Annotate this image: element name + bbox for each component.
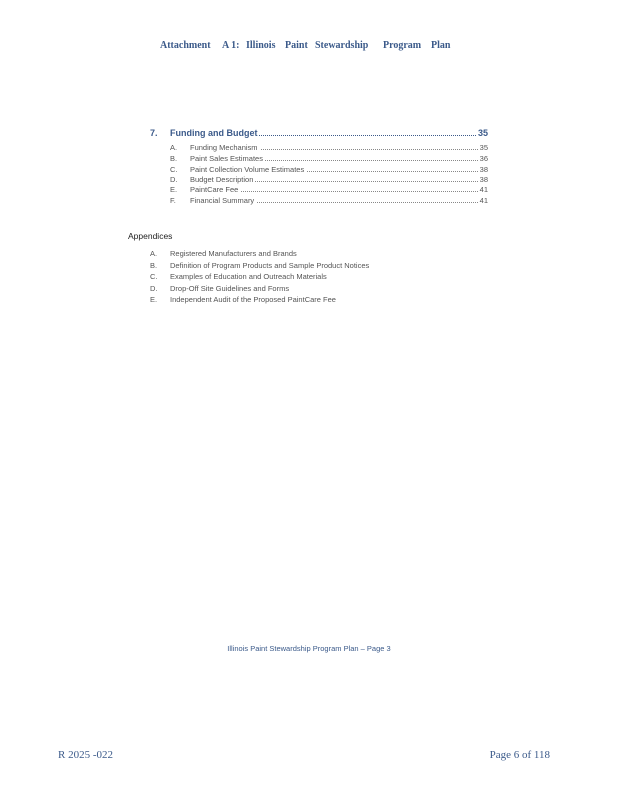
appendix-title: Drop-Off Site Guidelines and Forms xyxy=(170,284,290,293)
header-word-program: Program xyxy=(383,40,422,51)
toc-item-page: 38 xyxy=(479,175,488,184)
header-word-plan: Plan xyxy=(431,40,451,51)
toc-item-title: PaintCare Fee xyxy=(190,185,239,194)
toc-item xyxy=(170,154,488,164)
inner-page-footer: Illinois Paint Stewardship Program Plan – Page 3 xyxy=(227,644,391,653)
appendix-title: Independent Audit of the Proposed PaintCare Fee xyxy=(170,295,336,304)
header-word-stewardship: Stewardship xyxy=(315,40,369,51)
header-word-illinois: Illinois xyxy=(246,40,276,51)
toc-item-letter: B. xyxy=(170,154,178,163)
appendix-letter: D. xyxy=(150,284,158,293)
toc-item xyxy=(170,196,488,206)
header-word-attachment: Attachment xyxy=(160,40,211,51)
toc-item-page: 38 xyxy=(479,165,488,174)
toc-item-letter: E. xyxy=(170,185,178,194)
header-word-paint: Paint xyxy=(285,40,308,51)
toc-item-title: Financial Summary xyxy=(190,196,255,205)
toc-item-title: Paint Sales Estimates xyxy=(190,154,263,163)
toc-item-letter: D. xyxy=(170,175,178,184)
toc-section-title: Funding and Budget xyxy=(170,128,258,138)
toc-item xyxy=(170,175,488,185)
toc-item-letter: C. xyxy=(170,165,178,174)
toc-item-page: 36 xyxy=(479,154,488,163)
document-reference: R 2025 -022 xyxy=(58,749,113,761)
header-word-a1: A 1: xyxy=(222,40,240,51)
toc-item-letter: F. xyxy=(170,196,176,205)
appendix-letter: A. xyxy=(150,249,158,258)
toc-item-page: 35 xyxy=(479,143,488,152)
appendix-title: Definition of Program Products and Sample Product Notices xyxy=(170,261,370,270)
toc-item-page: 41 xyxy=(479,185,488,194)
toc-item xyxy=(170,143,488,153)
appendix-title: Examples of Education and Outreach Materials xyxy=(170,272,327,281)
toc-item-title: Funding Mechanism xyxy=(190,143,258,152)
toc-item-title: Paint Collection Volume Estimates xyxy=(190,165,305,174)
appendices-heading: Appendices xyxy=(128,231,173,241)
toc-item-page: 41 xyxy=(479,196,488,205)
toc-section-funding xyxy=(150,128,488,140)
toc-item-letter: A. xyxy=(170,143,178,152)
appendix-letter: E. xyxy=(150,295,158,304)
toc-item xyxy=(170,165,488,175)
toc-section-page: 35 xyxy=(477,128,488,138)
appendix-letter: B. xyxy=(150,261,158,270)
toc-item-title: Budget Description xyxy=(190,175,254,184)
appendix-letter: C. xyxy=(150,272,158,281)
appendix-title: Registered Manufacturers and Brands xyxy=(170,249,297,258)
toc-section-number: 7. xyxy=(150,128,158,138)
toc-item xyxy=(170,185,488,195)
page-number: Page 6 of 118 xyxy=(489,749,550,761)
